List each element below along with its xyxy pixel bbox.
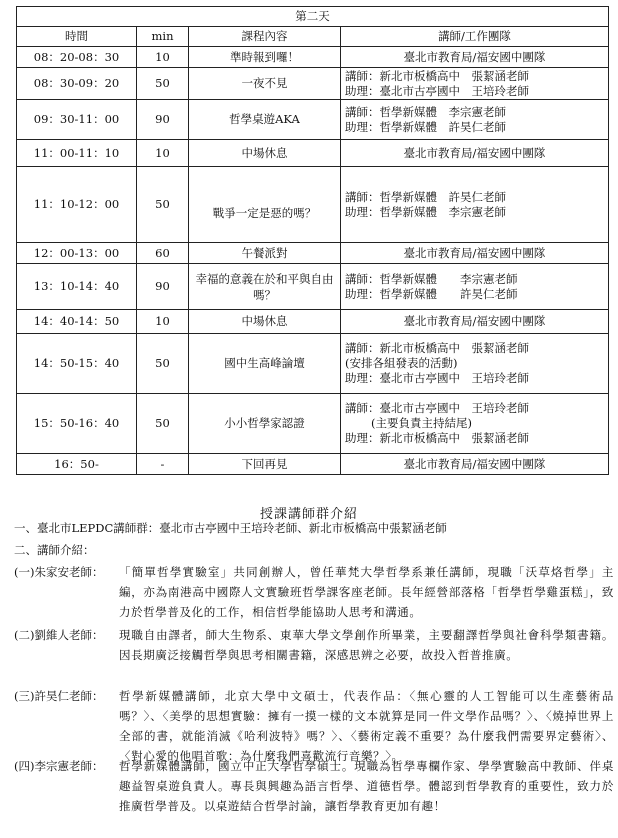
table-row	[17, 454, 609, 475]
schedule-table	[16, 6, 609, 475]
table-row	[17, 47, 609, 68]
content-cell: 一夜不見	[189, 68, 341, 100]
content-cell: 國中生高峰論壇	[189, 334, 341, 394]
min-cell: 60	[137, 243, 189, 264]
time-cell: 14：50-15：40	[17, 334, 137, 394]
time-cell: 13：10-14：40	[17, 264, 137, 310]
header-staff: 講師/工作團隊	[341, 27, 609, 47]
staff-line: 講師：新北市板橋高中 張絜涵老師	[345, 341, 529, 355]
content-text: 幸福的意義在於和平與自由嗎？	[195, 271, 334, 302]
staff-line: 助理：哲學新媒體 李宗憲老師	[345, 204, 506, 219]
table-row	[17, 140, 609, 167]
lecturer-bio	[14, 756, 614, 816]
table-row	[17, 334, 609, 394]
staff-line: 助理：臺北市古亭國中 王培玲老師	[345, 83, 529, 98]
content-cell: 準時報到囉！	[189, 47, 341, 68]
min-cell: 50	[137, 394, 189, 454]
staff-line: 講師：哲學新媒體 李宗憲老師	[345, 271, 518, 286]
content-cell: 小小哲學家認證	[189, 394, 341, 454]
header-row	[17, 27, 609, 47]
min-cell: -	[137, 454, 189, 475]
lecturer-name: (四)李宗憲老師：	[14, 759, 104, 773]
content-cell: 中場休息	[189, 140, 341, 167]
lecturer-name: (一)朱家安老師：	[14, 565, 104, 579]
staff-cell	[341, 334, 609, 394]
intro-title: 授課講師群介紹	[259, 507, 358, 522]
staff-cell	[341, 264, 609, 310]
staff-cell: 臺北市教育局/福安國中團隊	[341, 47, 609, 68]
table-row	[17, 243, 609, 264]
content-cell: 哲學桌遊AKA	[189, 100, 341, 140]
staff-line: 講師：新北市板橋高中 張絜涵老師	[345, 68, 529, 83]
time-cell: 14：40-14：50	[17, 310, 137, 334]
header-time: 時間	[17, 27, 137, 47]
min-cell: 10	[137, 310, 189, 334]
day-title: 第二天	[17, 7, 609, 27]
min-cell: 50	[137, 334, 189, 394]
time-cell: 16：50-	[17, 454, 137, 475]
content-cell: 戰爭一定是惡的嗎？	[189, 167, 341, 243]
lecturer-description: 哲學新媒體講師，北京大學中文碩士，代表作品：〈無心靈的人工智能可以生產藝術品嗎？〉、〈美學的思想實驗：擁有一摸一樣的文本就算是同一件文學作品嗎？〉、〈燒掉世界上全部的書，就能消滅《哈利波特》嗎？〉、〈藝術定義不重要？為什麼我們需要界定藝術〉、〈對心愛的他唱首歌：為什麼我們喜歡流行音樂？〉。	[119, 689, 614, 763]
table-row	[17, 310, 609, 334]
lecturer-bio	[14, 562, 614, 622]
min-cell: 90	[137, 100, 189, 140]
staff-cell	[341, 68, 609, 100]
staff-cell	[341, 167, 609, 243]
staff-line: 講師：哲學新媒體 許昊仁老師	[345, 189, 506, 204]
min-cell: 90	[137, 264, 189, 310]
table-row	[17, 167, 609, 243]
time-cell: 15：50-16：40	[17, 394, 137, 454]
lecturer-description: 「簡單哲學實驗室」共同創辦人，曾任華梵大學哲學系兼任講師，現職「沃草烙哲學」主編，亦為南港高中國際人文實驗班哲學課客座老師。長年經營部落格「哲學哲學雞蛋糕」，致力於哲學普及化的工作，相信哲學能協助人思考和溝通。	[119, 565, 614, 619]
staff-note: (主要負責主持結尾)	[371, 416, 472, 430]
min-cell: 10	[137, 47, 189, 68]
staff-line: 助理：臺北市古亭國中 王培玲老師	[345, 371, 529, 385]
staff-line: 講師：臺北市古亭國中 王培玲老師	[345, 401, 529, 415]
content-cell: 午餐派對	[189, 243, 341, 264]
lecturer-bio	[14, 625, 614, 665]
header-min: min	[137, 27, 189, 47]
time-cell: 08：30-09：20	[17, 68, 137, 100]
staff-line: 助理：哲學新媒體 許昊仁老師	[345, 119, 506, 134]
min-cell: 10	[137, 140, 189, 167]
header-content: 課程內容	[189, 27, 341, 47]
section-lepdc: 一、臺北市LEPDC講師群：臺北市古亭國中王培玲老師、新北市板橋高中張絜涵老師	[14, 521, 447, 535]
content-cell	[189, 264, 341, 310]
lecturer-bio	[14, 686, 614, 766]
lecturer-description: 哲學新媒體講師，國立中正大學哲學碩士。現職為哲學專欄作家、學學實驗高中教師、伴桌趣益智桌遊負責人。專長與興趣為語言哲學、道德哲學。體認到哲學教育的重要性，致力於推廣哲學普及。以桌遊結合哲學討論，讓哲學教育更加有趣！	[119, 759, 614, 813]
section-lecturers: 二、講師介紹：	[14, 543, 95, 557]
lecturer-description: 現職自由譯者，師大生物系、東華大學文學創作所畢業，主要翻譯哲學與社會科學類書籍。因長期廣泛接觸哲學與思考相關書籍，深感思辨之必要，故投入哲普推廣。	[119, 628, 614, 662]
staff-line: 助理：新北市板橋高中 張絜涵老師	[345, 431, 529, 445]
staff-cell: 臺北市教育局/福安國中團隊	[341, 454, 609, 475]
staff-cell: 臺北市教育局/福安國中團隊	[341, 140, 609, 167]
staff-line: 助理：哲學新媒體 許昊仁老師	[345, 286, 518, 301]
table-row	[17, 68, 609, 100]
staff-note: (安排各組發表的活動)	[345, 356, 458, 370]
time-cell: 09：30-11：00	[17, 100, 137, 140]
staff-cell	[341, 394, 609, 454]
table-row	[17, 264, 609, 310]
content-cell: 下回再見	[189, 454, 341, 475]
time-cell: 08：20-08：30	[17, 47, 137, 68]
staff-line: 講師：哲學新媒體 李宗憲老師	[345, 104, 506, 119]
min-cell: 50	[137, 68, 189, 100]
time-cell: 11：00-11：10	[17, 140, 137, 167]
lecturer-name: (三)許昊仁老師：	[14, 689, 104, 703]
time-cell: 12：00-13：00	[17, 243, 137, 264]
table-row	[17, 100, 609, 140]
table-row	[17, 394, 609, 454]
min-cell: 50	[137, 167, 189, 243]
staff-cell: 臺北市教育局/福安國中團隊	[341, 243, 609, 264]
content-cell: 中場休息	[189, 310, 341, 334]
staff-cell	[341, 100, 609, 140]
time-cell: 11：10-12：00	[17, 167, 137, 243]
lecturer-name: (二)劉維人老師：	[14, 628, 104, 642]
staff-cell: 臺北市教育局/福安國中團隊	[341, 310, 609, 334]
